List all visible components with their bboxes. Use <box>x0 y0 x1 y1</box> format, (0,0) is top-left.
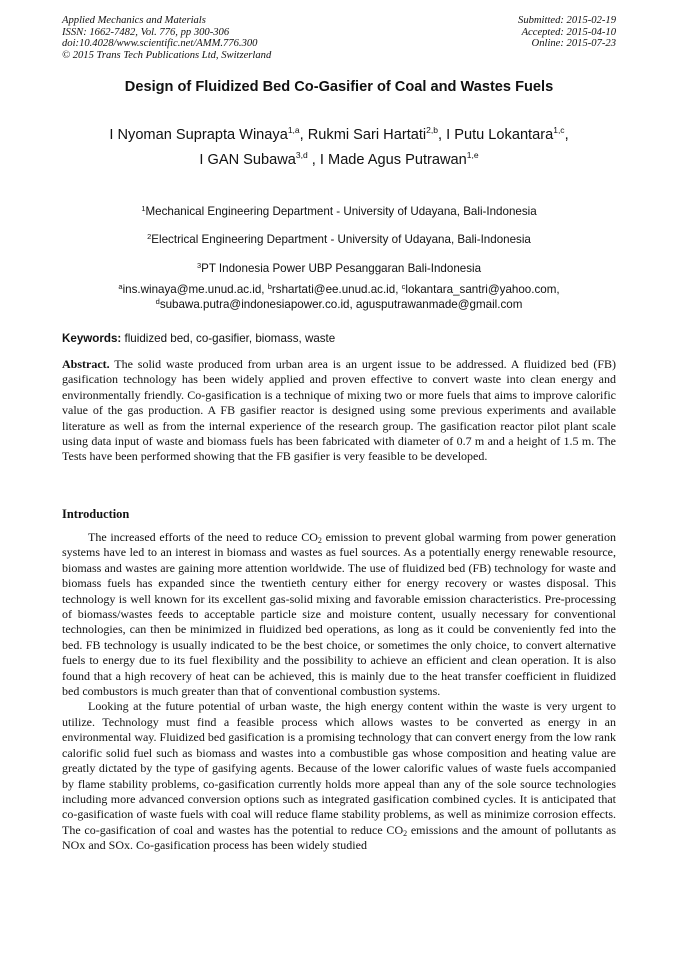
accepted-date: Accepted: 2015-04-10 <box>521 26 616 38</box>
paper-title: Design of Fluidized Bed Co-Gasifier of Coal and Wastes Fuels <box>124 79 554 95</box>
author-sep: , <box>564 127 569 143</box>
author-sep: , <box>438 127 447 143</box>
journal-issn: ISSN: 1662-7482, Vol. 776, pp 300-306 <box>62 26 230 38</box>
email-sup: d <box>155 296 160 306</box>
affiliation-sup: 1 <box>141 204 146 213</box>
email-list <box>40 283 638 312</box>
affiliation-sup: 2 <box>147 232 152 241</box>
author-name: I Putu Lokantara <box>446 127 554 143</box>
paragraph-text: emissions and the amount of pollutants as NOx and SOx. Co-gasification process has been widely studied <box>62 822 616 853</box>
email-sup: a <box>118 282 123 291</box>
affiliation-text: PT Indonesia Power UBP Pesanggaran Bali-Indonesia <box>201 262 482 275</box>
journal-name: Applied Mechanics and Materials <box>62 15 206 26</box>
abstract <box>62 357 616 465</box>
keywords <box>62 332 335 345</box>
email-a: ins.winaya@me.unud.ac.id, <box>122 283 268 296</box>
paragraph-2 <box>62 699 616 853</box>
affiliation-2 <box>40 233 638 246</box>
paragraph-1 <box>62 530 616 699</box>
email-line-2 <box>40 298 638 313</box>
submitted-date: Submitted: 2015-02-19 <box>518 15 616 26</box>
introduction-body <box>62 530 616 854</box>
online-date: Online: 2015-07-23 <box>531 38 616 50</box>
paragraph-text: Looking at the future potential of urban waste, the high energy content within the waste is very urgent to utilize. Technology must find a feasible process which allows wastes to be converted as energy in an environmental way. Fluidized bed gasification is a promising technology that can convert energy from the low rank calorific solid fuel such as biomass and wastes into a combustible gas whose composition and heating value are greatly dictated by the type of gasifying agents. Because of the lower calorific values of waste fuels accompanied by flame stability problems, co-gasification currently holds more appeal than any of the sole source technologies including more advanced conversion options such as integrated gasification combined cycles. It is anticipated that co-gasification of waste fuels with coal will reduce flame stability problems, as well as minimize corrosion effects. The co-gasification of coal and wastes has the potential to reduce CO <box>62 699 616 837</box>
author-sep: , <box>299 127 308 143</box>
author-sup: 1,e <box>466 150 479 160</box>
section-heading-introduction: Introduction <box>62 507 130 521</box>
author-name: I GAN Subawa <box>199 152 296 168</box>
author-sup: 3,d <box>295 150 308 160</box>
journal-header-right <box>518 15 616 50</box>
author-line-1 <box>40 123 638 148</box>
email-c: lokantara_santri@yahoo.com, <box>405 283 560 296</box>
paragraph-text: The increased efforts of the need to reduce CO <box>88 530 318 544</box>
subscript: 2 <box>403 828 408 838</box>
author-sup: 1,c <box>553 125 565 135</box>
author-sup: 2,b <box>426 125 438 135</box>
author-name: Rukmi Sari Hartati <box>307 127 427 143</box>
author-sup: 1,a <box>287 125 300 135</box>
author-sep: , <box>307 152 320 168</box>
email-b: rshartati@ee.unud.ac.id, <box>271 283 402 296</box>
affiliation-3 <box>40 262 638 275</box>
author-name: I Nyoman Suprapta Winaya <box>109 127 288 143</box>
abstract-label: Abstract. <box>62 357 110 371</box>
affiliation-text: Electrical Engineering Department - University of Udayana, Bali-Indonesia <box>151 233 531 246</box>
keywords-label: Keywords: <box>62 332 122 345</box>
email-sup: b <box>267 282 272 291</box>
affiliation-sup: 3 <box>196 261 202 270</box>
author-line-2 <box>40 148 638 173</box>
journal-doi: doi:10.4028/www.scientific.net/AMM.776.300 <box>62 38 258 50</box>
email-line-1 <box>40 283 638 298</box>
author-list <box>40 123 638 173</box>
abstract-text: The solid waste produced from urban area is an urgent issue to be addressed. A fluidized bed (FB) gasification technology has been widely applied and proven effective to convert waste into clean energy and environmentally friendly. Co-gasification is a technique of mixing two or more fuels that aims to improve calorific value of the gas production. A FB gasifier reactor is designed using some previous experiments and available literature as well as from the internal experience of the research group. The gasification reactor pilot plant scale using data input of waste and biomass fuels has been fabricated with diameter of 0.7 m and a height of 1.5 m. The Tests have been performed showing that the FB gasifier is very feasible to be developed. <box>62 357 616 464</box>
journal-header-left <box>62 15 271 61</box>
author-name: I Made Agus Putrawan <box>319 152 467 168</box>
keywords-text: fluidized bed, co-gasifier, biomass, waste <box>121 332 336 345</box>
email-d: subawa.putra@indonesiapower.co.id, agusputrawanmade@gmail.com <box>159 297 523 311</box>
journal-copyright: © 2015 Trans Tech Publications Ltd, Switzerland <box>62 49 272 61</box>
paragraph-text: emission to prevent global warming from power generation systems have led to an interest in biomass and wastes as fuel sources. As a potentially energy renewable resource, biomass and wastes are gaining more attention worldwide. The use of fluidized bed (FB) technology for waste and biomass fuels has expanded since the twentieth century either for energy recovery or wastes disposal. This technology is well known for its excellent gas-solid mixing and favorable emission characteristics. Pre-processing of biomass/wastes feeds to acceptable particle size and moisture content, usually necessary for conventional technologies, can then be minimized in fluidized bed operations, as long as it could be conveniently fed into the bed. FB technology is usually indicated to be the best choice, or sometimes the only choice, to convert alternative fuels to energy due to its fuel flexibility and the possibility to achieve an efficient and clean operation. It is also found that a high recovery of heat can be achieved, this is mainly due to the heat transfer coefficient in fluidized bed combustors is much greater than that of conventional combustion systems. <box>62 530 616 699</box>
email-sup: c <box>401 282 406 291</box>
affiliation-text: Mechanical Engineering Department - University of Udayana, Bali-Indonesia <box>145 205 537 218</box>
subscript: 2 <box>317 536 322 545</box>
affiliation-1 <box>40 205 638 218</box>
